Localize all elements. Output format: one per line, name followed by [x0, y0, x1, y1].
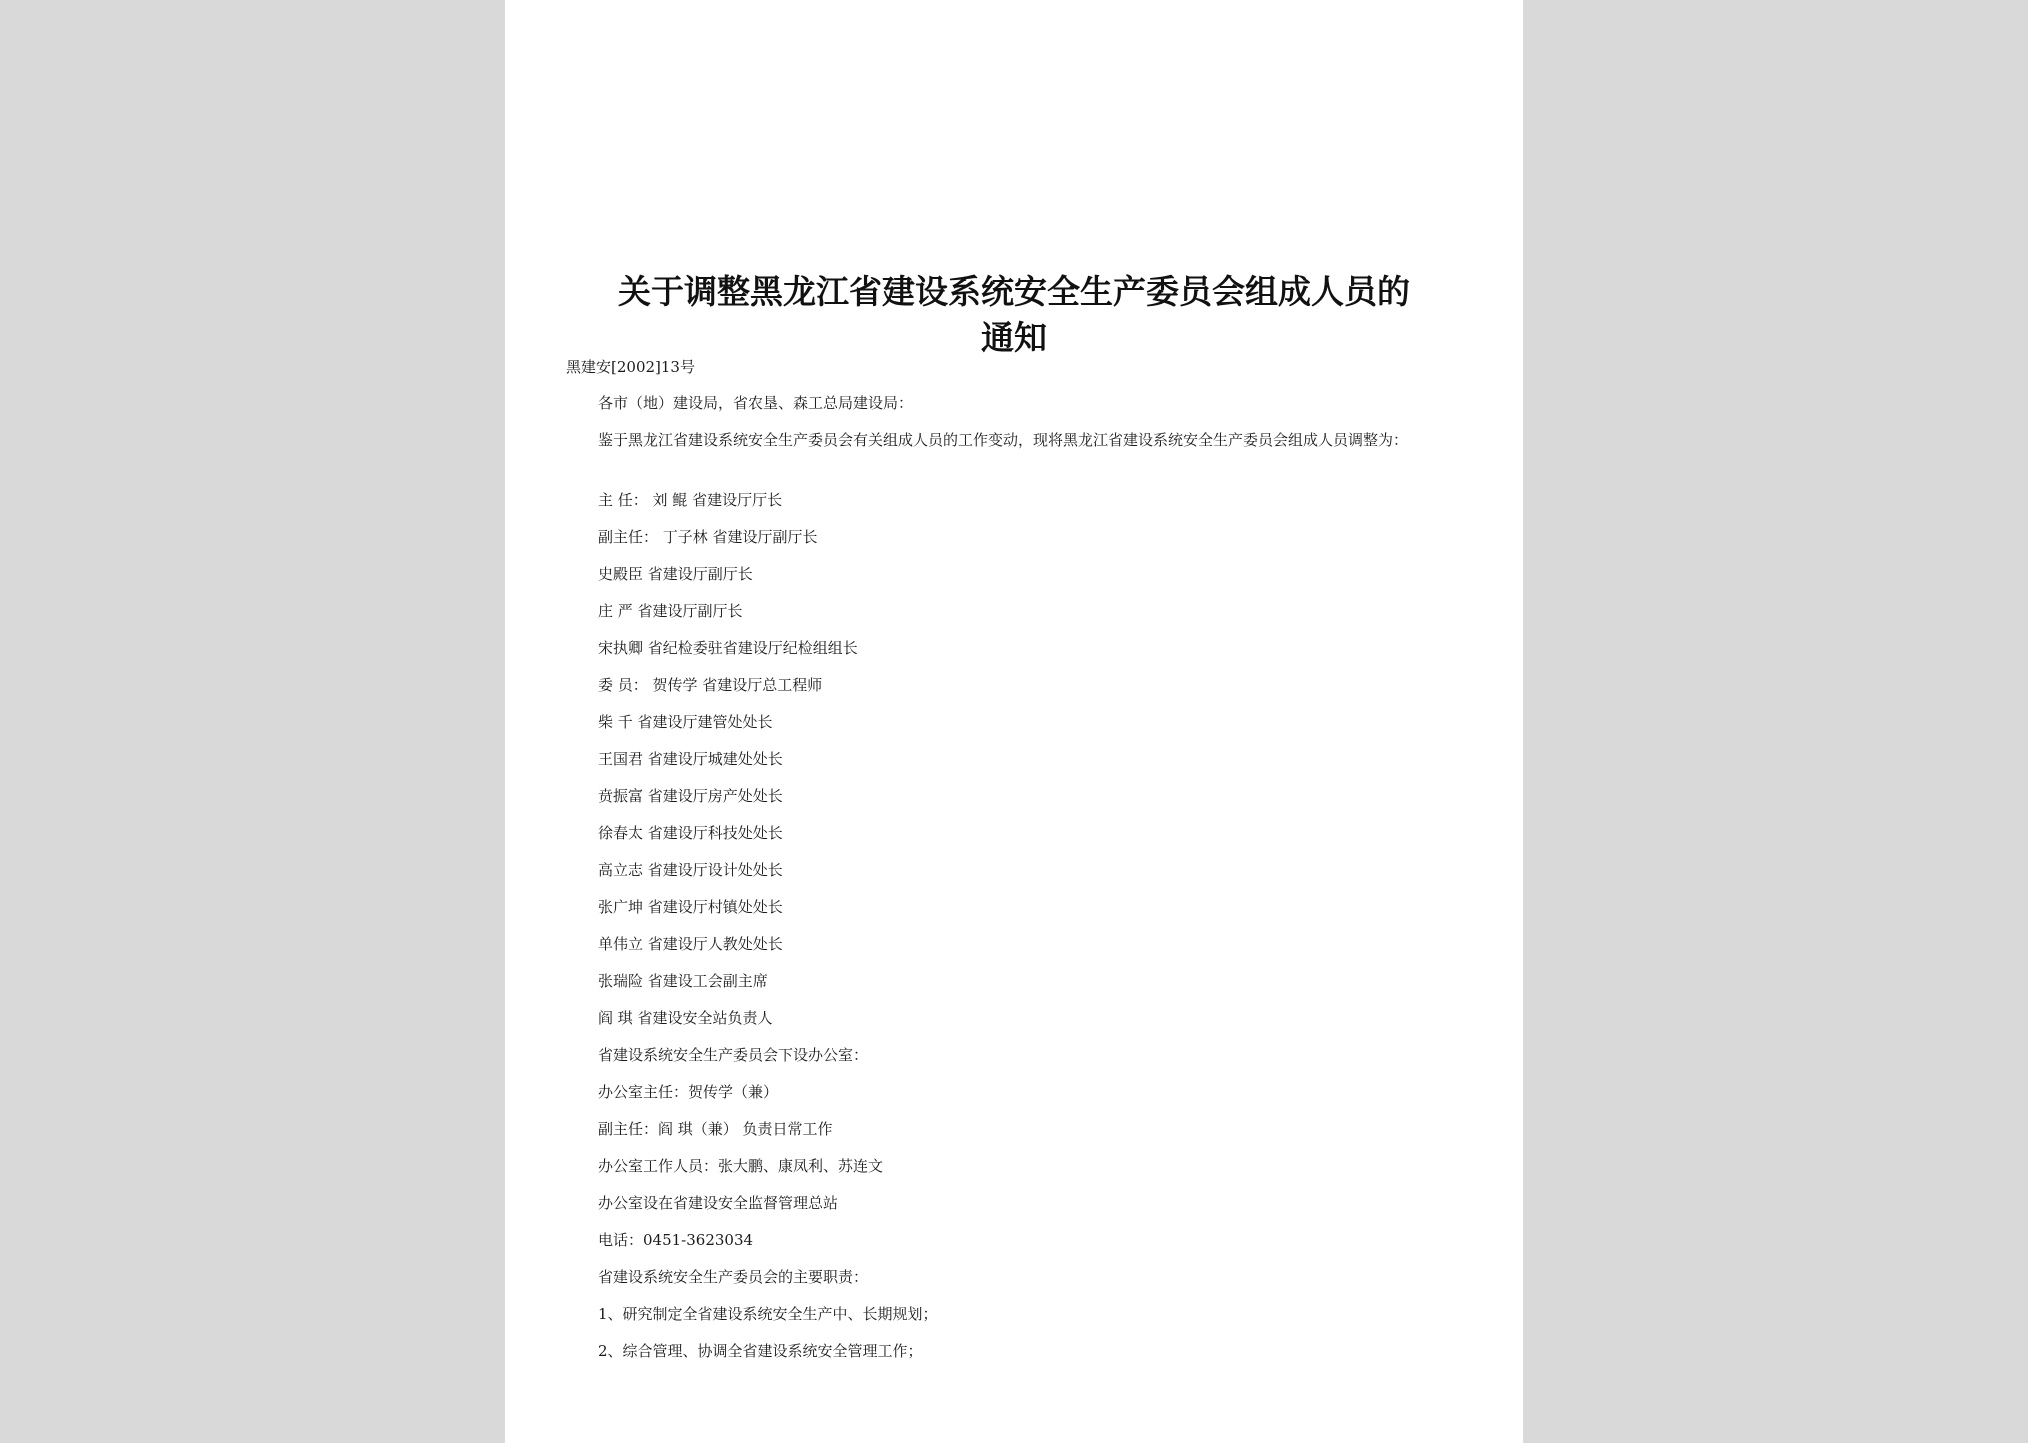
office-line: 办公室设在省建设安全监督管理总站 — [598, 1194, 839, 1212]
member-line: 徐春太 省建设厅科技处处长 — [598, 824, 783, 842]
office-line: 副主任：阎 琪（兼） 负责日常工作 — [598, 1120, 833, 1138]
member-line: 高立志 省建设厅设计处处长 — [598, 861, 783, 879]
member-line: 副主任： 丁子林 省建设厅副厅长 — [598, 528, 818, 546]
member-line: 王国君 省建设厅城建处处长 — [598, 750, 783, 768]
member-line: 史殿臣 省建设厅副厅长 — [598, 565, 753, 583]
member-line: 张瑞险 省建设工会副主席 — [598, 972, 768, 990]
document-title-line2: 通知 — [981, 318, 1047, 357]
member-line: 庄 严 省建设厅副厅长 — [598, 602, 743, 620]
office-line: 办公室工作人员：张大鹏、康凤利、苏连文 — [598, 1157, 884, 1175]
member-line: 贲振富 省建设厅房产处处长 — [598, 787, 783, 805]
addressee: 各市（地）建设局，省农垦、森工总局建设局： — [598, 394, 914, 412]
member-line: 阎 琪 省建设安全站负责人 — [598, 1009, 773, 1027]
duty-item: 2、综合管理、协调全省建设系统安全管理工作； — [598, 1342, 923, 1360]
office-line: 办公室主任：贺传学（兼） — [598, 1083, 779, 1101]
member-line: 主 任： 刘 鲲 省建设厅厅长 — [598, 491, 783, 509]
duty-item: 1、研究制定全省建设系统安全生产中、长期规划； — [598, 1305, 938, 1323]
document-page — [505, 0, 1523, 1443]
intro-paragraph: 鉴于黑龙江省建设系统安全生产委员会有关组成人员的工作变动，现将黑龙江省建设系统安全生产委员会组成人员调整为： — [598, 431, 1409, 449]
document-title-line1: 关于调整黑龙江省建设系统安全生产委员会组成人员的 — [618, 272, 1410, 311]
duties-heading: 省建设系统安全生产委员会的主要职责： — [598, 1268, 869, 1286]
document-number: 黑建安[2002]13号 — [566, 358, 695, 376]
phone-line: 电话：0451-3623034 — [598, 1231, 754, 1249]
office-line: 省建设系统安全生产委员会下设办公室： — [598, 1046, 869, 1064]
member-line: 宋执卿 省纪检委驻省建设厅纪检组组长 — [598, 639, 858, 657]
member-line: 柴 千 省建设厅建管处处长 — [598, 713, 773, 731]
member-line: 单伟立 省建设厅人教处处长 — [598, 935, 783, 953]
member-line: 委 员： 贺传学 省建设厅总工程师 — [598, 676, 823, 694]
member-line: 张广坤 省建设厅村镇处处长 — [598, 898, 783, 916]
